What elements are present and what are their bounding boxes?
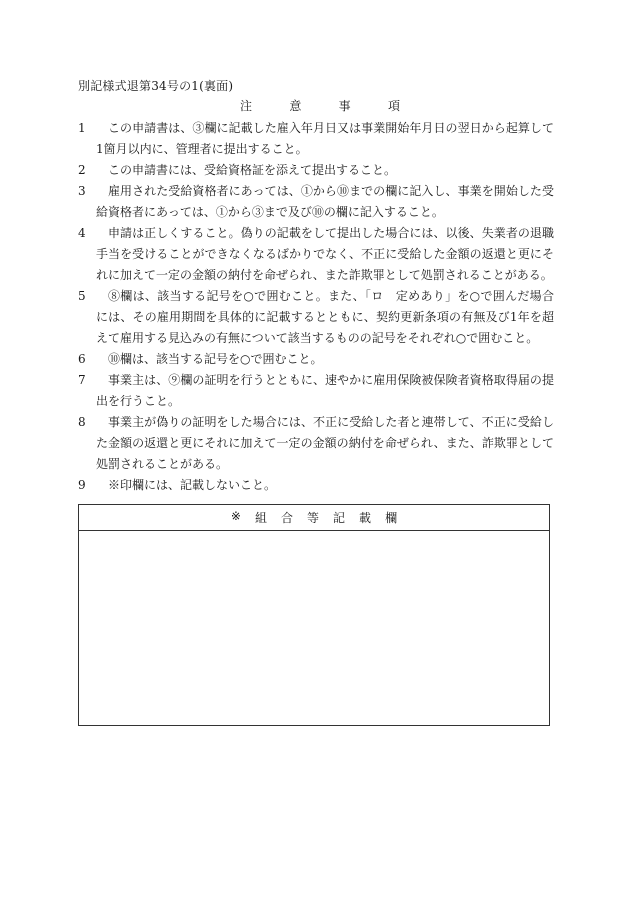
note-text: ⑧欄は、該当する記号を○で囲むこと。また、「ロ 定めあり」を○で囲んだ場合には、その雇用期間を具体的に記載するとともに、契約更新条項の有無及び1年を超えて雇用する見込みの有無について該当するものの記号をそれぞれ○で囲むこと。 bbox=[96, 289, 554, 345]
note-number: 4 bbox=[78, 226, 86, 240]
notes-list bbox=[78, 118, 554, 496]
note-item bbox=[78, 349, 554, 370]
note-number: 5 bbox=[78, 289, 86, 303]
note-number: 9 bbox=[78, 478, 86, 492]
note-item bbox=[78, 223, 554, 286]
title-char: 事 bbox=[338, 99, 351, 113]
title-char: 注 bbox=[240, 99, 253, 113]
note-number: 7 bbox=[78, 373, 86, 387]
box-header-char: ※ bbox=[230, 509, 241, 523]
note-text: この申請書には、受給資格証を添えて提出すること。 bbox=[108, 163, 397, 177]
title-char: 意 bbox=[289, 99, 302, 113]
note-item bbox=[78, 181, 554, 223]
note-text: 申請は正しくすること。偽りの記載をして提出した場合には、以後、失業者の退職手当を受けることができなくなるばかりでなく、不正に受給した金額の返還と更にそれに加えて一定の金額の納付を命ぜられ、また詐欺罪として処罰されることがある。 bbox=[96, 226, 554, 282]
note-item bbox=[78, 475, 554, 496]
note-item bbox=[78, 286, 554, 349]
note-item bbox=[78, 370, 554, 412]
note-number: 2 bbox=[78, 163, 86, 177]
union-entry-box-title bbox=[231, 509, 397, 526]
note-text: ※印欄には、記載しないこと。 bbox=[108, 478, 277, 492]
box-header-char: 記 bbox=[333, 511, 346, 525]
union-entry-box-header bbox=[79, 505, 549, 531]
box-header-char: 合 bbox=[281, 511, 294, 525]
note-item bbox=[78, 160, 554, 181]
note-item bbox=[78, 118, 554, 160]
note-text: この申請書は、③欄に記載した雇入年月日又は事業開始年月日の翌日から起算して1箇月以内に、管理者に提出すること。 bbox=[96, 121, 554, 156]
box-header-char: 組 bbox=[254, 511, 267, 525]
note-text: 雇用された受給資格者にあっては、①から⑩までの欄に記入し、事業を開始した受給資格者にあっては、①から③まで及び⑩の欄に記入すること。 bbox=[96, 184, 554, 219]
note-text: ⑩欄は、該当する記号を○で囲むこと。 bbox=[108, 352, 323, 366]
note-number: 8 bbox=[78, 415, 86, 429]
note-item bbox=[78, 412, 554, 475]
union-entry-box-body bbox=[79, 531, 549, 727]
note-text: 事業主が偽りの証明をした場合には、不正に受給した者と連帯して、不正に受給した金額の返還と更にそれに加えて一定の金額の納付を命ぜられ、また、詐欺罪として処罰されることがある。 bbox=[96, 415, 554, 471]
form-number: 別記様式退第34号の1(裏面) bbox=[78, 79, 234, 93]
note-number: 6 bbox=[78, 352, 86, 366]
box-header-char: 欄 bbox=[385, 511, 398, 525]
box-header-char: 載 bbox=[359, 511, 372, 525]
note-number: 3 bbox=[78, 184, 86, 198]
union-entry-box bbox=[78, 504, 550, 726]
title-char: 項 bbox=[387, 99, 400, 113]
page-title bbox=[240, 97, 400, 114]
note-text: 事業主は、⑨欄の証明を行うとともに、速やかに雇用保険被保険者資格取得届の提出を行うこと。 bbox=[96, 373, 554, 408]
box-header-char: 等 bbox=[307, 511, 320, 525]
note-number: 1 bbox=[78, 121, 86, 135]
